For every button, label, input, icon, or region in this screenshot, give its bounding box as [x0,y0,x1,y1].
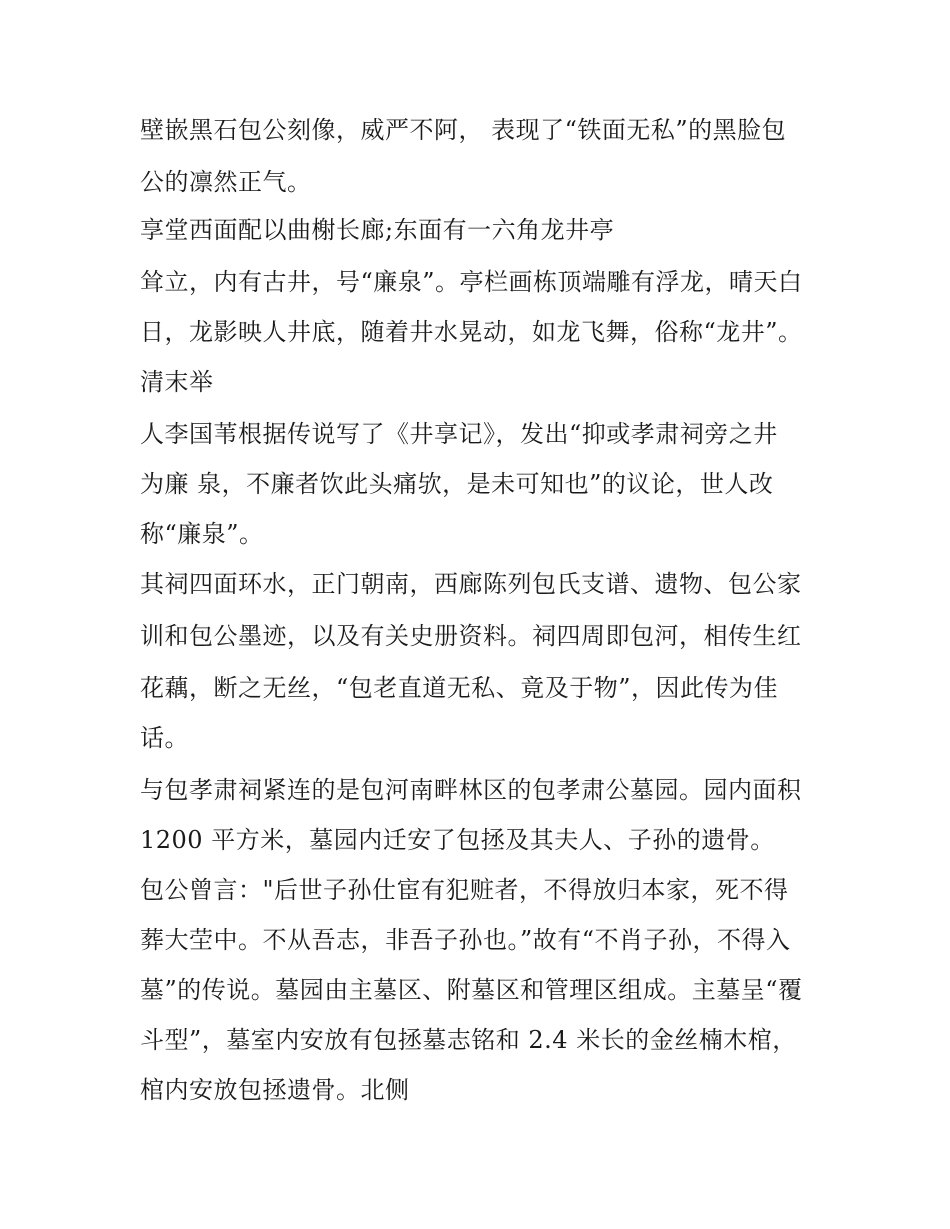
text-line: 训和包公墨迹，以及有关史册资料。祠四周即包河，相传生红 [140,622,802,650]
text-line: 公的凛然正气。 [140,168,312,196]
text-line: 其祠四面环水，正门朝南，西廊陈列包氏支谱、遗物、包公家 [140,570,802,598]
text-line: 与包孝肃祠紧连的是包河南畔林区的包孝肃公墓园。园内面积 [140,776,802,804]
text-line: 棺内安放包拯遗骨。北侧 [140,1076,410,1104]
text-line: 葬大茔中。不从吾志，非吾子孙也。”故有“不肖子孙，不得入 [140,926,791,954]
text-line: 清末举 [140,368,214,396]
text-line: 包公曾言："后世子孙仕宦有犯赃者，不得放归本家，死不得 [140,876,789,904]
text-line: 墓”的传说。墓园由主墓区、附墓区和管理区组成。主墓呈“覆 [140,976,803,1004]
text-line: 斗型”，墓室内安放有包拯墓志铭和 2.4 米长的金丝楠木棺， [140,1026,797,1054]
text-line: 享堂西面配以曲榭长廊;东面有一六角龙井亭 [140,216,615,244]
text-line: 称“廉泉”。 [140,520,264,548]
text-line: 耸立，内有古井，号“廉泉”。亭栏画栋顶端雕有浮龙，晴天白 [140,268,803,296]
text-line: 壁嵌黑石包公刻像，威严不阿， 表现了“铁面无私”的黑脸包 [140,116,787,144]
text-line: 1200 平方米，墓园内迁安了包拯及其夫人、子孙的遗骨。 [140,826,775,854]
text-line: 为廉 泉，不廉者饮此头痛欤，是未可知也”的议论，世人改 [140,470,774,498]
text-line: 话。 [140,724,189,752]
text-line: 花藕，断之无丝，“包老直道无私、竟及于物”，因此传为佳 [140,674,779,702]
text-line: 日，龙影映人井底，随着井水晃动，如龙飞舞，俗称“龙井”。 [140,318,803,346]
text-line: 人李国苇根据传说写了《井享记》，发出“抑或孝肃祠旁之井 [140,420,778,448]
